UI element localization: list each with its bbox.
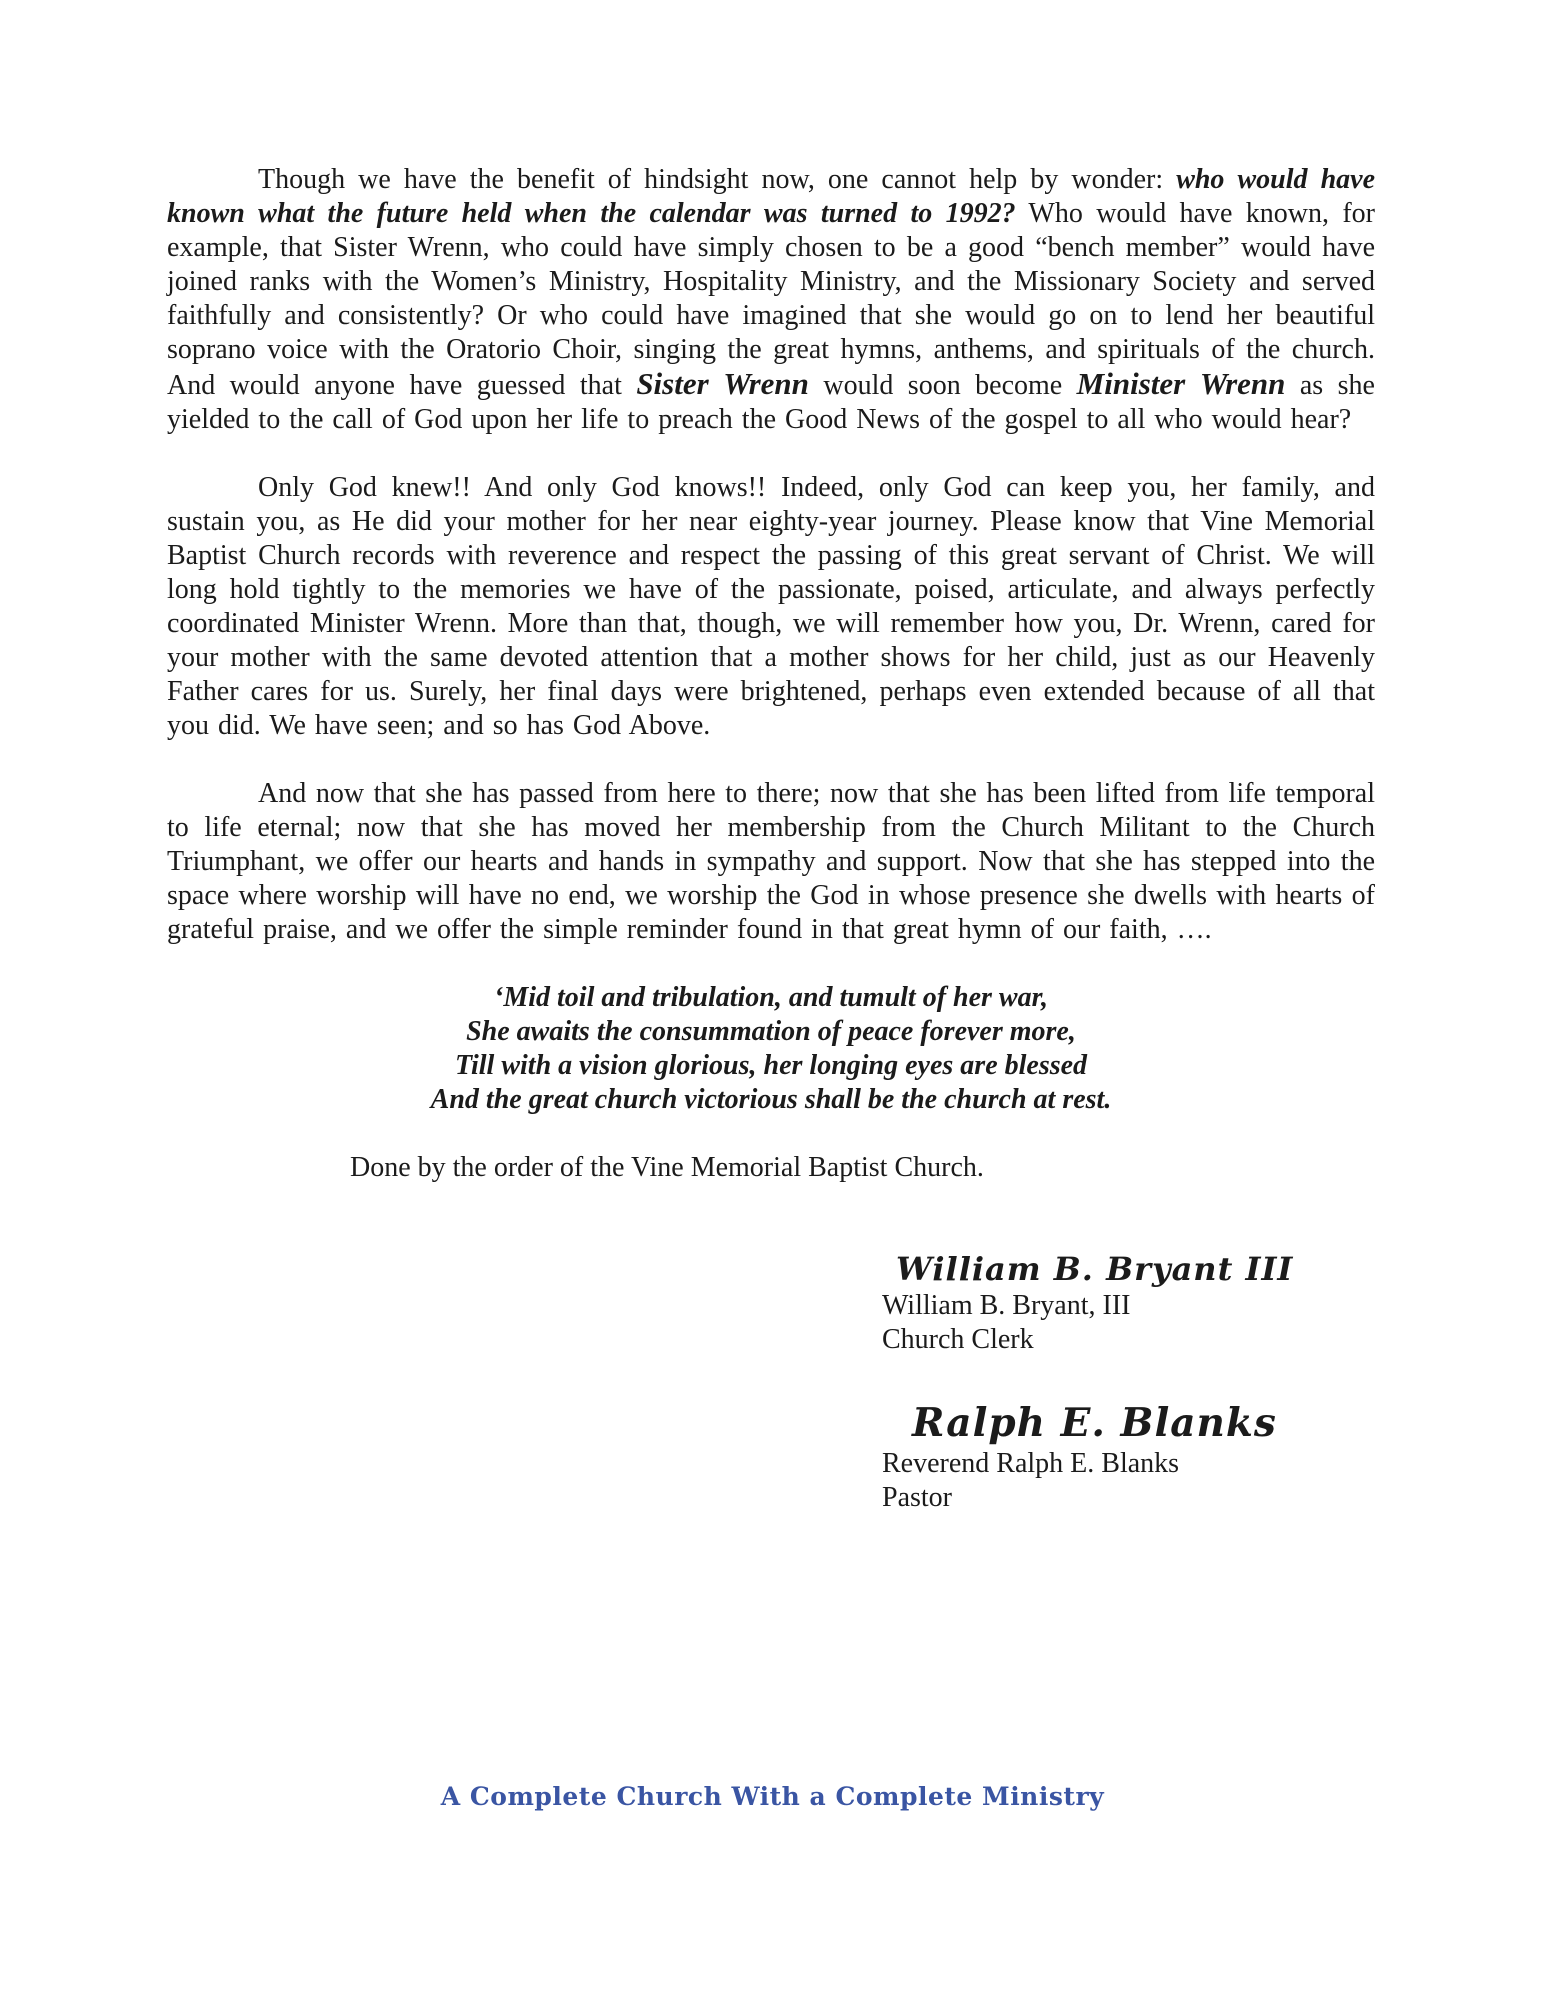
hymn-line-1: ‘Mid toil and tribulation, and tumult of her war, [494, 982, 1048, 1013]
text-segment: Though we have the benefit of hindsight now, one cannot help by wonder: [258, 164, 1177, 195]
signature-script-pastor: Ralph E. Blanks [912, 1400, 1277, 1446]
paragraph-tribute: Only God knew!! And only God knows!! Indeed, only God can keep you, her family, and sustain you, as He did your mother for her near eighty-year journey. Please know that Vine Memorial Baptist Church records with reverence and respect the passing of this great servant of Christ. We will long hold tightly to the memories we have of the passionate, poised, articulate, and always perfectly coordinated Minister Wrenn. More than that, though, we will remember how you, Dr. Wrenn, cared for your mother with the same devoted attention that a mother shows for her child, just as our Heavenly Father cares for us. Surely, her final days were brightened, perhaps even extended because of all that you did. We have seen; and so has God Above. [167, 472, 1375, 741]
text-segment-sister-wrenn: Sister Wrenn [636, 366, 809, 401]
title-church-clerk: Church Clerk [882, 1324, 1034, 1355]
paragraph-opening [167, 163, 1375, 437]
hymn-line-3: Till with a vision glorious, her longing eyes are blessed [454, 1050, 1088, 1081]
text-segment: as she yielded to the call of God upon her life to preach the Good News of the gospel to all who would hear? [167, 370, 1375, 435]
printed-name-pastor: Reverend Ralph E. Blanks [882, 1448, 1180, 1479]
paragraph-sympathy: And now that she has passed from here to there; now that she has been lifted from life temporal to life eternal; now that she has moved her membership from the Church Militant to the Church Triumphant, we offer our hearts and hands in sympathy and support. Now that she has stepped into the space where worship will have no end, we worship the God in whose presence she dwells with hearts of grateful praise, and we offer the simple reminder found in that great hymn of our faith, …. [167, 778, 1375, 945]
hymn-quote [167, 981, 1375, 1117]
text-segment: would soon become [808, 370, 1077, 401]
printed-name-church-clerk: William B. Bryant, III [882, 1290, 1131, 1321]
closing-line: Done by the order of the Vine Memorial Baptist Church. [350, 1152, 984, 1183]
signature-block-pastor [882, 1399, 1375, 1515]
text-segment-minister-wrenn: Minister Wrenn [1076, 366, 1286, 401]
hymn-line-4: And the great church victorious shall be the church at rest. [430, 1084, 1112, 1115]
hymn-line-2: She awaits the consummation of peace forever more, [466, 1016, 1076, 1047]
text-segment: Who would have known, for example, that Sister Wrenn, who could have simply chosen to be a good “bench member” would have joined ranks with the Women’s Ministry, Hospitality Ministry, and the Missionary Society and served faithfully and consistently? Or who could have imagined that she would go on to lend her beautiful soprano voice with the Oratorio Choir, singing the great hymns, anthems, and spirituals of the church. And would anyone have guessed that [167, 198, 1375, 401]
title-pastor: Pastor [882, 1482, 952, 1513]
letter-body [167, 163, 1375, 1515]
text-segment-emphasis: who would have known what the future held when the calendar was turned to 1992? [167, 164, 1375, 229]
signature-block-church-clerk [882, 1249, 1375, 1357]
signature-script-church-clerk: William B. Bryant III [896, 1250, 1294, 1288]
signature-area [882, 1249, 1375, 1515]
footer-motto: A Complete Church With a Complete Ministry [440, 1782, 1105, 1811]
